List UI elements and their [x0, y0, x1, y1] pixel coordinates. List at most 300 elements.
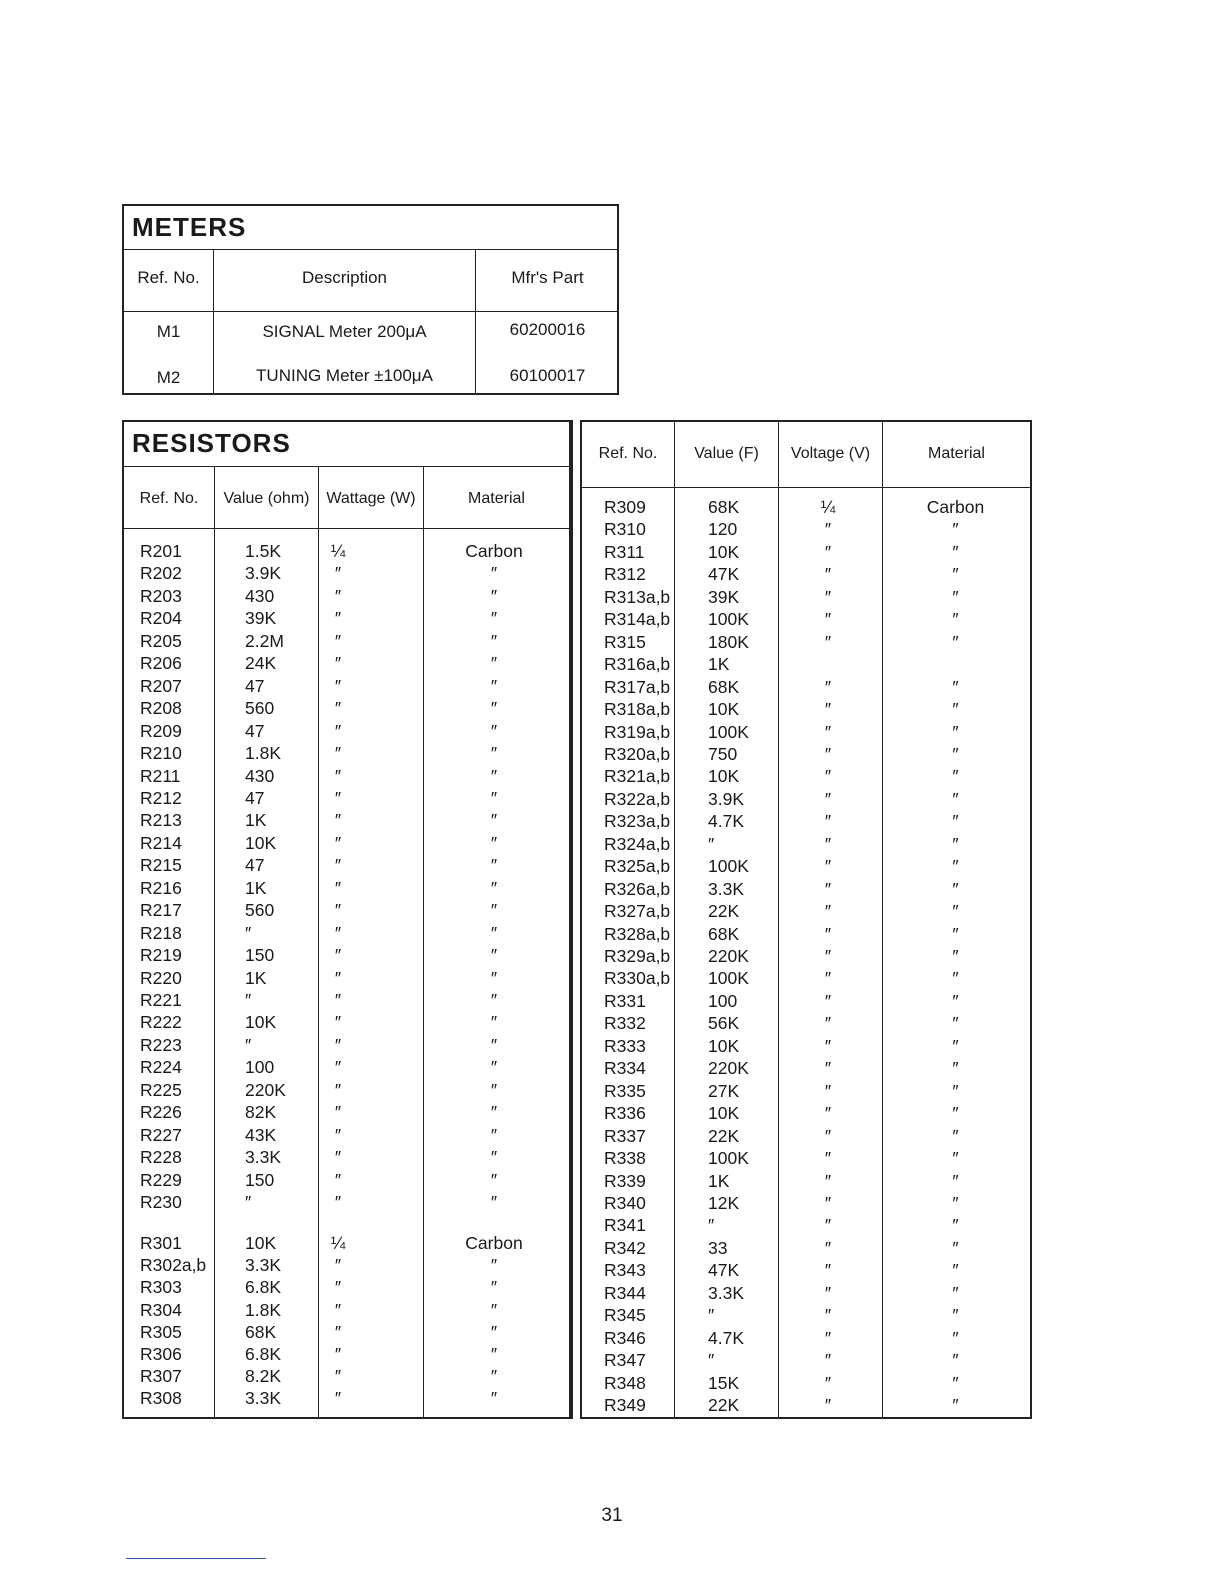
table-row: [582, 496, 1030, 518]
table-row: [124, 1146, 569, 1168]
value-cell: 47: [245, 720, 265, 741]
material-cell: ″: [952, 721, 959, 742]
ref-cell: R213: [140, 810, 182, 831]
ref-cell: R308: [140, 1388, 182, 1409]
meters-table: [122, 204, 619, 395]
material-cell: ″: [952, 586, 959, 607]
table-row: [124, 652, 569, 674]
value-cell: 3.3K: [245, 1255, 281, 1276]
ref-cell: R345: [604, 1305, 646, 1326]
rating-cell: ″: [824, 699, 832, 720]
ref-cell: R325a,b: [604, 856, 671, 877]
table-row: [582, 1170, 1030, 1192]
header-value: Value (ohm): [223, 490, 310, 507]
rating-cell: ″: [824, 766, 832, 787]
header-material: Material: [468, 490, 525, 507]
material-cell: ″: [952, 1350, 959, 1371]
table-row: [582, 967, 1030, 989]
ref-cell: R343: [604, 1260, 646, 1281]
rating-cell: ″: [334, 653, 342, 674]
material-cell: ″: [952, 946, 959, 966]
ref-cell: R341: [604, 1215, 646, 1236]
material-cell: ″: [490, 608, 498, 629]
ref-cell: R322a,b: [604, 788, 671, 809]
table-row: [582, 541, 1030, 563]
table-row: [582, 653, 1030, 675]
ref-cell: R303: [140, 1277, 182, 1298]
ref-cell: R230: [140, 1192, 182, 1213]
ref-cell: R321a,b: [604, 766, 671, 787]
rating-cell: ″: [824, 946, 832, 966]
table-row: [124, 1191, 569, 1213]
ref-cell: R335: [604, 1080, 646, 1101]
rating-cell: ″: [334, 1255, 342, 1276]
rating-cell: ″: [824, 856, 832, 877]
rating-cell: ″: [334, 1192, 342, 1213]
rating-cell: ″: [334, 855, 342, 876]
header-material: Material: [928, 445, 985, 462]
material-cell: ″: [490, 1102, 498, 1123]
meters-header-divider: [124, 311, 617, 312]
material-cell: ″: [490, 1344, 498, 1364]
ref-cell: R342: [604, 1237, 646, 1258]
value-cell: 3.9K: [245, 563, 281, 584]
rating-cell: ″: [334, 1321, 342, 1342]
rating-cell: ″: [334, 1366, 342, 1387]
table-row: [124, 1079, 569, 1101]
value-cell: 560: [245, 698, 275, 719]
material-cell: ″: [490, 855, 498, 876]
resistors-table-left: [122, 420, 571, 1419]
value-cell: 82K: [245, 1102, 277, 1123]
table-row: [582, 586, 1030, 608]
material-cell: ″: [952, 541, 959, 562]
table-row: [124, 967, 569, 989]
table-row: [582, 1304, 1030, 1326]
value-cell: 10K: [708, 766, 740, 787]
table-row: [124, 1343, 569, 1365]
value-cell: 8.2K: [245, 1366, 281, 1387]
material-cell: ″: [952, 676, 959, 697]
material-cell: ″: [490, 765, 498, 786]
meters-header-desc: Description: [301, 268, 388, 287]
material-cell: ″: [490, 1012, 498, 1033]
rating-cell: ″: [824, 721, 832, 742]
material-cell: ″: [952, 1103, 959, 1124]
ref-cell: R347: [604, 1350, 646, 1371]
ref-cell: R328a,b: [604, 923, 671, 944]
material-cell: ″: [490, 787, 498, 808]
page-number: 31: [601, 1505, 623, 1526]
material-cell: ″: [490, 1299, 498, 1320]
table-row: [124, 899, 569, 921]
table-row: [582, 1214, 1030, 1236]
value-cell: 10K: [708, 1103, 740, 1124]
material-cell: ″: [952, 856, 959, 877]
table-row: [582, 1192, 1030, 1214]
rating-cell: ″: [824, 968, 832, 989]
material-cell: ″: [490, 990, 498, 1010]
rating-cell: ″: [824, 1282, 832, 1303]
table-row: [124, 832, 569, 854]
material-cell: ″: [952, 923, 959, 944]
ref-cell: R315: [604, 631, 646, 652]
table-row: [582, 1102, 1030, 1124]
meters-title-divider: [124, 249, 617, 250]
value-cell: 220K: [708, 1058, 749, 1079]
ref-cell: R346: [604, 1327, 646, 1348]
value-cell: 22K: [708, 901, 740, 922]
ref-cell: R324a,b: [604, 833, 671, 854]
ref-cell: R349: [604, 1395, 646, 1415]
value-cell: 220K: [245, 1079, 286, 1100]
value-cell: 1K: [245, 877, 267, 898]
rating-cell: ″: [334, 1057, 342, 1078]
meter-ref: M1: [156, 322, 181, 341]
material-cell: ″: [490, 630, 498, 651]
material-cell: ″: [952, 564, 959, 585]
material-cell: ″: [490, 1057, 498, 1078]
rating-cell: ″: [334, 563, 342, 584]
material-cell: ″: [490, 1034, 498, 1055]
value-cell: 100K: [708, 1148, 749, 1169]
table-row: [124, 607, 569, 629]
material-cell: ″: [490, 1388, 498, 1409]
ref-cell: R228: [140, 1147, 182, 1168]
rating-cell: ″: [334, 945, 342, 966]
rating-cell: ″: [824, 1058, 832, 1079]
material-cell: ″: [952, 1215, 959, 1236]
rating-cell: ¼: [820, 497, 836, 517]
rating-cell: ″: [334, 787, 342, 808]
material-cell: ″: [952, 766, 959, 787]
ref-cell: R309: [604, 497, 646, 517]
table-row: [582, 743, 1030, 765]
value-cell: 15K: [708, 1372, 740, 1393]
value-cell: 100K: [708, 968, 749, 989]
value-cell: ″: [708, 833, 715, 854]
ref-cell: R302a,b: [140, 1255, 207, 1276]
rating-cell: ″: [334, 765, 342, 786]
value-cell: ″: [245, 990, 252, 1010]
meter-ref: M2: [156, 368, 181, 387]
material-cell: ″: [952, 1282, 959, 1303]
table-row: [124, 697, 569, 719]
value-cell: 12K: [708, 1192, 740, 1213]
ref-cell: R334: [604, 1058, 646, 1079]
ref-cell: R307: [140, 1366, 182, 1387]
material-cell: ″: [952, 788, 959, 809]
rating-cell: ″: [334, 743, 342, 764]
ref-cell: R202: [140, 563, 182, 584]
value-cell: 4.7K: [708, 811, 744, 832]
value-cell: 1.8K: [245, 1299, 281, 1320]
ref-cell: R207: [140, 675, 182, 696]
ref-cell: R212: [140, 787, 182, 808]
ref-cell: R220: [140, 967, 182, 988]
rating-cell: ″: [824, 1237, 832, 1258]
table-row: [582, 990, 1030, 1012]
material-cell: Carbon: [465, 541, 523, 561]
rating-cell: ″: [824, 541, 832, 562]
value-cell: 56K: [708, 1013, 740, 1034]
table-row: [124, 1034, 569, 1056]
meters-title: METERS: [132, 212, 247, 242]
rating-cell: ″: [824, 788, 832, 809]
value-cell: 43K: [245, 1124, 277, 1145]
material-cell: ″: [490, 810, 498, 831]
rating-cell: ″: [334, 1034, 342, 1055]
rating-cell: ¼: [330, 541, 346, 561]
rating-cell: ″: [824, 1350, 832, 1371]
table-row: [582, 1372, 1030, 1394]
value-cell: 1K: [245, 967, 267, 988]
ref-cell: R206: [140, 653, 182, 674]
value-cell: 6.8K: [245, 1344, 281, 1364]
material-cell: ″: [490, 900, 498, 921]
value-cell: ″: [708, 1350, 715, 1371]
value-cell: 1K: [708, 654, 730, 675]
value-cell: ″: [245, 1192, 252, 1213]
value-cell: 4.7K: [708, 1327, 744, 1348]
ref-cell: R223: [140, 1034, 182, 1055]
table-row: [582, 1327, 1030, 1349]
material-cell: ″: [952, 1395, 959, 1415]
rating-cell: ″: [824, 743, 832, 764]
material-cell: ″: [952, 833, 959, 854]
value-cell: 750: [708, 743, 738, 764]
table-row: [124, 1387, 569, 1409]
table-row: [124, 585, 569, 607]
meter-desc: SIGNAL Meter 200μA: [262, 322, 427, 341]
rating-cell: ″: [334, 698, 342, 719]
rating-cell: ″: [824, 631, 832, 652]
ref-cell: R301: [140, 1233, 182, 1253]
rating-cell: ″: [824, 519, 832, 540]
table-row: [124, 1254, 569, 1276]
ref-cell: R204: [140, 608, 182, 629]
ref-cell: R318a,b: [604, 699, 671, 720]
table-row: [582, 721, 1030, 743]
table-row: [582, 1080, 1030, 1102]
rating-cell: ″: [334, 1277, 342, 1298]
rating-cell: ″: [334, 585, 342, 606]
material-cell: ″: [952, 631, 959, 652]
table-row: [124, 1321, 569, 1343]
rating-cell: ″: [824, 1080, 832, 1101]
rating-cell: ″: [334, 922, 342, 943]
material-cell: ″: [490, 653, 498, 674]
table-row: [124, 1169, 569, 1191]
material-cell: ″: [490, 1192, 498, 1213]
value-cell: 3.3K: [708, 1282, 744, 1303]
material-cell: ″: [952, 1192, 959, 1213]
rating-cell: ″: [334, 1169, 342, 1190]
header-wattage: Wattage (W): [326, 490, 416, 507]
resistors-title: RESISTORS: [132, 428, 291, 458]
ref-cell: R217: [140, 900, 182, 921]
table-separator: [571, 420, 580, 1419]
table-row: [582, 1012, 1030, 1034]
rating-cell: ″: [334, 1079, 342, 1100]
ref-cell: R326a,b: [604, 878, 671, 899]
value-cell: 10K: [245, 1233, 277, 1253]
rating-cell: ″: [824, 1215, 832, 1236]
ref-cell: R323a,b: [604, 811, 671, 832]
material-cell: ″: [490, 1124, 498, 1145]
value-cell: 68K: [245, 1321, 277, 1342]
table-row: [582, 1237, 1030, 1259]
table-row: [582, 855, 1030, 877]
meters-header-ref: Ref. No.: [137, 268, 200, 287]
value-cell: 6.8K: [245, 1277, 281, 1298]
rating-cell: ″: [334, 900, 342, 921]
ref-cell: R229: [140, 1169, 182, 1190]
rating-cell: ″: [334, 1344, 342, 1364]
rating-cell: ″: [334, 832, 342, 853]
ref-cell: R218: [140, 922, 182, 943]
value-cell: 560: [245, 900, 275, 921]
header-value: Value (F): [694, 445, 759, 462]
value-cell: 100: [245, 1057, 275, 1078]
meter-desc: TUNING Meter ±100μA: [256, 366, 433, 385]
material-cell: ″: [952, 1148, 959, 1169]
rating-cell: ″: [824, 811, 832, 832]
meter-part: 60100017: [509, 366, 586, 385]
rating-cell: ″: [824, 1305, 832, 1326]
material-cell: ″: [490, 743, 498, 764]
ref-cell: R225: [140, 1079, 182, 1100]
rating-cell: ″: [334, 1102, 342, 1123]
value-cell: 24K: [245, 653, 277, 674]
meter-part: 60200016: [509, 320, 586, 339]
material-cell: ″: [952, 990, 959, 1011]
ref-cell: R332: [604, 1013, 646, 1034]
table-row: [582, 608, 1030, 630]
material-cell: ″: [952, 1125, 959, 1146]
table-row: [124, 989, 569, 1011]
material-cell: ″: [490, 832, 498, 853]
value-cell: ″: [708, 1305, 715, 1326]
value-cell: 100: [708, 990, 738, 1011]
rating-cell: ¼: [330, 1233, 346, 1253]
ref-cell: R310: [604, 519, 646, 540]
table-row: [582, 1259, 1030, 1281]
value-cell: 150: [245, 945, 275, 966]
ref-cell: R306: [140, 1344, 182, 1364]
value-cell: 100K: [708, 609, 749, 630]
table-row: [124, 675, 569, 697]
material-cell: ″: [490, 877, 498, 898]
ref-cell: R329a,b: [604, 946, 671, 966]
material-cell: ″: [952, 1327, 959, 1348]
ref-cell: R226: [140, 1102, 182, 1123]
ref-cell: R311: [604, 541, 645, 562]
ref-cell: R304: [140, 1299, 182, 1320]
table-row: [124, 1232, 569, 1254]
ref-cell: R205: [140, 630, 182, 651]
value-cell: 120: [708, 519, 738, 540]
rating-cell: ″: [824, 1013, 832, 1034]
value-cell: 1.5K: [245, 541, 281, 561]
ref-cell: R201: [140, 541, 182, 561]
value-cell: 22K: [708, 1125, 740, 1146]
table-row: [582, 676, 1030, 698]
table-row: [124, 809, 569, 831]
value-cell: 1K: [708, 1170, 730, 1191]
material-cell: ″: [490, 1321, 498, 1342]
material-cell: ″: [490, 675, 498, 696]
rating-cell: ″: [824, 1103, 832, 1124]
table-row: [124, 944, 569, 966]
rating-cell: ″: [824, 1260, 832, 1281]
header-voltage: Voltage (V): [790, 445, 871, 462]
material-cell: ″: [490, 945, 498, 966]
ref-cell: R216: [140, 877, 182, 898]
ref-cell: R227: [140, 1124, 182, 1145]
table-row: [582, 698, 1030, 720]
value-cell: 100K: [708, 721, 749, 742]
ref-cell: R330a,b: [604, 968, 671, 989]
resistors-header-divider: [124, 528, 569, 529]
table-row: [582, 900, 1030, 922]
value-cell: 100K: [708, 856, 749, 877]
footer-rule: [126, 1558, 266, 1559]
value-cell: 39K: [708, 586, 740, 607]
value-cell: 2.2M: [245, 630, 284, 651]
value-cell: 430: [245, 765, 275, 786]
ref-cell: R221: [140, 990, 182, 1010]
ref-cell: R224: [140, 1057, 182, 1078]
resistors-table-right: [580, 420, 1032, 1419]
value-cell: 10K: [708, 541, 740, 562]
table-row: [582, 833, 1030, 855]
table-row: [582, 518, 1030, 540]
rating-cell: ″: [824, 564, 832, 585]
ref-cell: R338: [604, 1148, 646, 1169]
value-cell: 3.3K: [245, 1388, 281, 1409]
value-cell: 10K: [245, 832, 277, 853]
rating-cell: ″: [824, 833, 832, 854]
table-row: [124, 1056, 569, 1078]
ref-cell: R340: [604, 1192, 646, 1213]
ref-cell: R348: [604, 1372, 646, 1393]
table-row: [124, 720, 569, 742]
ref-cell: R313a,b: [604, 586, 671, 607]
table-row: [124, 877, 569, 899]
table-row: [124, 1299, 569, 1321]
table-row: [124, 765, 569, 787]
table-row: [582, 1394, 1030, 1416]
value-cell: 1.8K: [245, 743, 281, 764]
ref-cell: R312: [604, 564, 646, 585]
rating-cell: ″: [824, 1148, 832, 1169]
rating-cell: ″: [334, 720, 342, 741]
rating-cell: ″: [334, 967, 342, 988]
ref-cell: R214: [140, 832, 182, 853]
rating-cell: ″: [824, 878, 832, 899]
rating-cell: ″: [824, 1125, 832, 1146]
value-cell: ″: [708, 1215, 715, 1236]
material-cell: ″: [490, 1079, 498, 1100]
rating-cell: ″: [824, 1192, 832, 1213]
material-cell: ″: [490, 1169, 498, 1190]
ref-cell: R211: [140, 765, 181, 786]
ref-cell: R344: [604, 1282, 646, 1303]
ref-cell: R336: [604, 1103, 646, 1124]
material-cell: ″: [952, 519, 959, 540]
ref-cell: R203: [140, 585, 182, 606]
